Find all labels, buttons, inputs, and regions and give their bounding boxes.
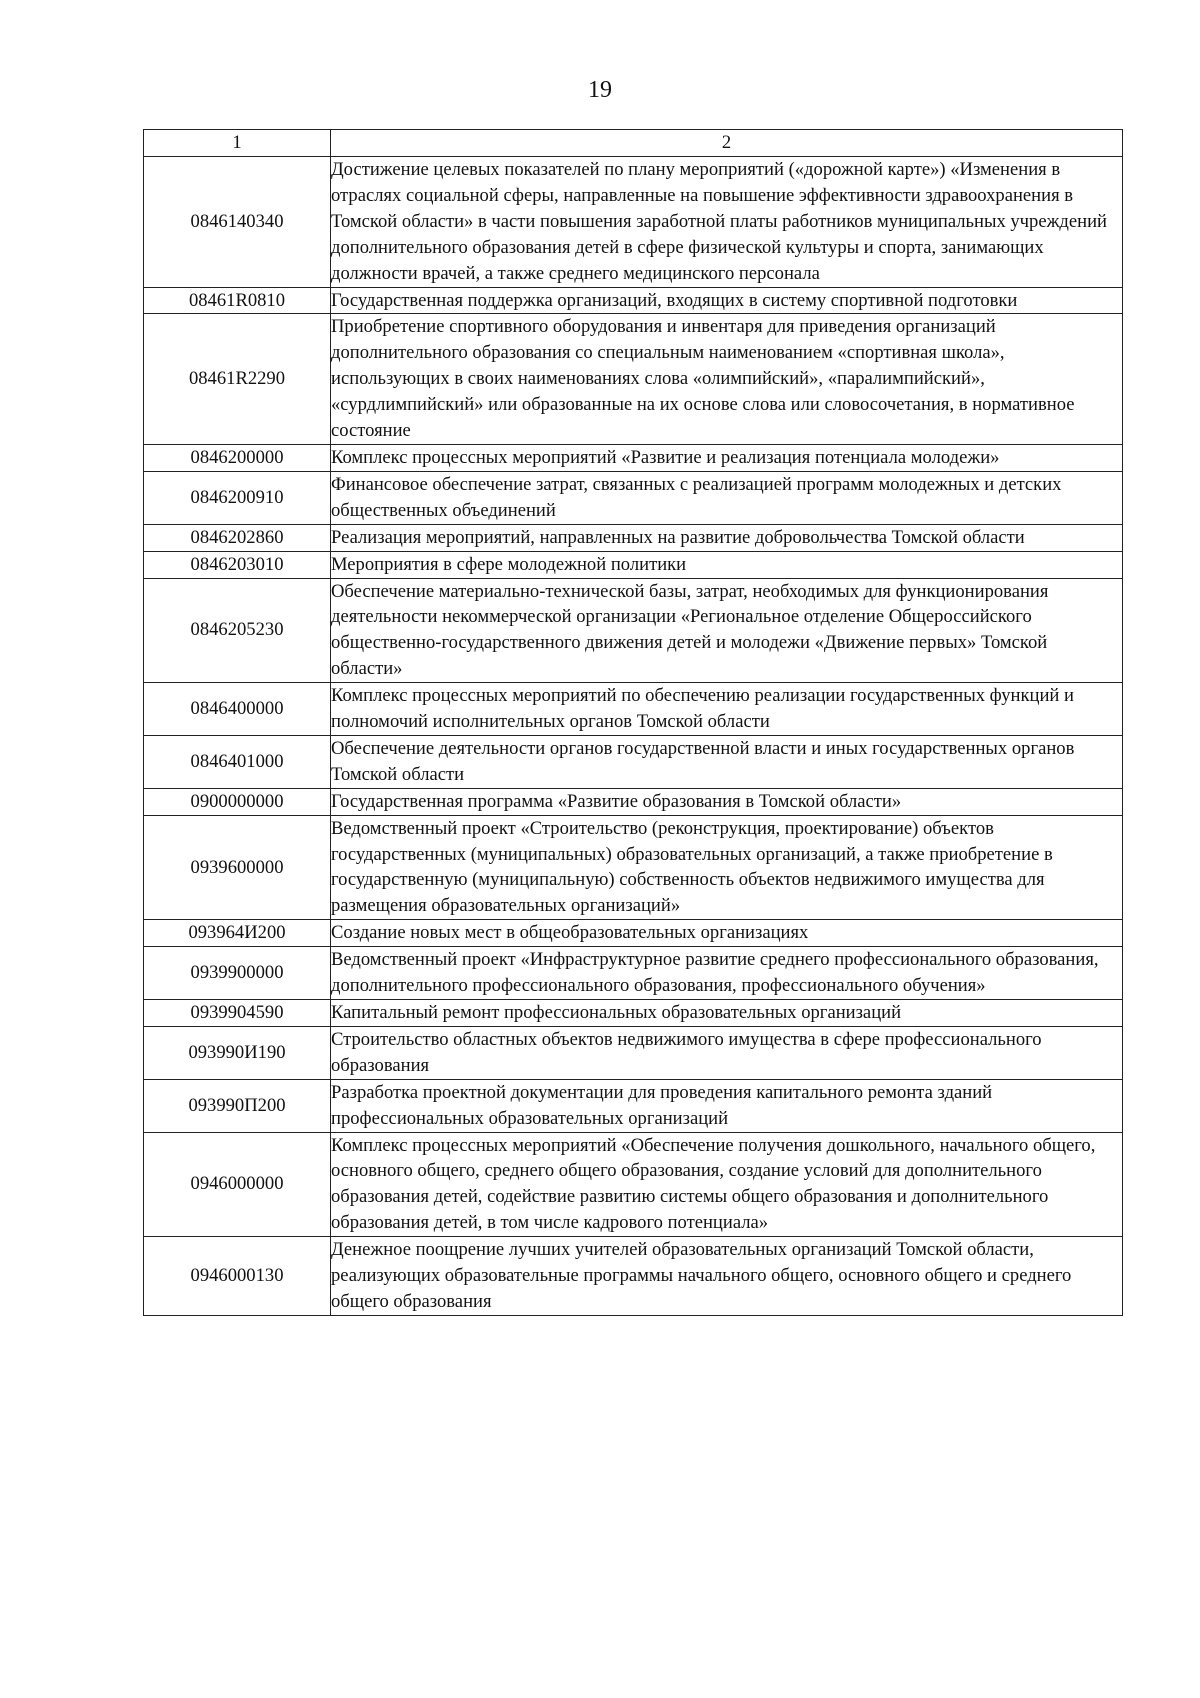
code-cell: 0846202860 (144, 524, 331, 551)
code-cell: 0939600000 (144, 815, 331, 920)
table-row (144, 920, 1123, 947)
table-row (144, 788, 1123, 815)
description-cell: Создание новых мест в общеобразовательных организациях (331, 920, 1123, 947)
table-row (144, 735, 1123, 788)
table-header-row (144, 130, 1123, 157)
column-header-code: 1 (144, 130, 331, 157)
code-cell: 0846200910 (144, 471, 331, 524)
description-cell: Достижение целевых показателей по плану мероприятий («дорожной карте») «Изменения в отраслях социальной сферы, направленные на повышение эффективности здравоохранения в Томской области» в части повышения заработной платы работников муниципальных учреждений дополнительного образования детей в сфере физической культуры и спорта, занимающих должности врачей, а также среднего медицинского персонала (331, 157, 1123, 288)
page-number: 19 (588, 77, 612, 103)
table-row (144, 683, 1123, 736)
table-row (144, 524, 1123, 551)
code-cell: 0846401000 (144, 735, 331, 788)
code-cell: 0939900000 (144, 947, 331, 1000)
description-cell: Комплекс процессных мероприятий «Обеспечение получения дошкольного, начального общего, основного общего, среднего общего образования, создание условий для дополнительного образования детей, содействие развитию системы общего образования и дополнительного образования детей, в том числе кадрового потенциала» (331, 1132, 1123, 1237)
code-cell: 0946000130 (144, 1237, 331, 1316)
description-cell: Государственная поддержка организаций, входящих в систему спортивной подготовки (331, 287, 1123, 314)
table-row (144, 1026, 1123, 1079)
description-cell: Реализация мероприятий, направленных на развитие добровольчества Томской области (331, 524, 1123, 551)
code-cell: 0846400000 (144, 683, 331, 736)
description-cell: Мероприятия в сфере молодежной политики (331, 551, 1123, 578)
code-cell: 093990И190 (144, 1026, 331, 1079)
table-row (144, 314, 1123, 445)
table-row (144, 947, 1123, 1000)
code-cell: 08461R2290 (144, 314, 331, 445)
table-row (144, 1237, 1123, 1316)
description-cell: Обеспечение деятельности органов государственной власти и иных государственных органов Томской области (331, 735, 1123, 788)
description-cell: Капитальный ремонт профессиональных образовательных организаций (331, 1000, 1123, 1027)
table-row (144, 1079, 1123, 1132)
description-cell: Финансовое обеспечение затрат, связанных с реализацией программ молодежных и детских общественных объединений (331, 471, 1123, 524)
table-row (144, 551, 1123, 578)
table-row (144, 444, 1123, 471)
code-cell: 0846205230 (144, 578, 331, 683)
table-row (144, 578, 1123, 683)
code-cell: 08461R0810 (144, 287, 331, 314)
description-cell: Приобретение спортивного оборудования и инвентаря для приведения организаций дополнительного образования со специальным наименованием «спортивная школа», использующих в своих наименованиях слова «олимпийский», «паралимпийский», «сурдлимпийский» или образованные на их основе слова или словосочетания, в нормативное состояние (331, 314, 1123, 445)
code-cell: 093964И200 (144, 920, 331, 947)
table-row (144, 815, 1123, 920)
description-cell: Комплекс процессных мероприятий «Развитие и реализация потенциала молодежи» (331, 444, 1123, 471)
column-header-description: 2 (331, 130, 1123, 157)
table-row (144, 157, 1123, 288)
table-row (144, 287, 1123, 314)
table-row (144, 471, 1123, 524)
description-cell: Государственная программа «Развитие образования в Томской области» (331, 788, 1123, 815)
description-cell: Ведомственный проект «Строительство (реконструкция, проектирование) объектов государственных (муниципальных) образовательных организаций, а также приобретение в государственную (муниципальную) собственность объектов недвижимого имущества для размещения образовательных организаций» (331, 815, 1123, 920)
code-cell: 0939904590 (144, 1000, 331, 1027)
description-cell: Ведомственный проект «Инфраструктурное развитие среднего профессионального образования, дополнительного профессионального образования, профессионального обучения» (331, 947, 1123, 1000)
code-cell: 093990П200 (144, 1079, 331, 1132)
code-cell: 0900000000 (144, 788, 331, 815)
code-cell: 0846140340 (144, 157, 331, 288)
description-cell: Комплекс процессных мероприятий по обеспечению реализации государственных функций и полномочий исполнительных органов Томской области (331, 683, 1123, 736)
budget-code-table (143, 129, 1123, 1316)
description-cell: Обеспечение материально-технической базы, затрат, необходимых для функционирования деятельности некоммерческой организации «Региональное отделение Общероссийского общественно-государственного движения детей и молодежи «Движение первых» Томской области» (331, 578, 1123, 683)
description-cell: Строительство областных объектов недвижимого имущества в сфере профессионального образования (331, 1026, 1123, 1079)
table-row (144, 1132, 1123, 1237)
table-row (144, 1000, 1123, 1027)
code-cell: 0846200000 (144, 444, 331, 471)
description-cell: Денежное поощрение лучших учителей образовательных организаций Томской области, реализующих образовательные программы начального общего, основного общего и среднего общего образования (331, 1237, 1123, 1316)
code-cell: 0846203010 (144, 551, 331, 578)
code-cell: 0946000000 (144, 1132, 331, 1237)
description-cell: Разработка проектной документации для проведения капитального ремонта зданий профессиональных образовательных организаций (331, 1079, 1123, 1132)
